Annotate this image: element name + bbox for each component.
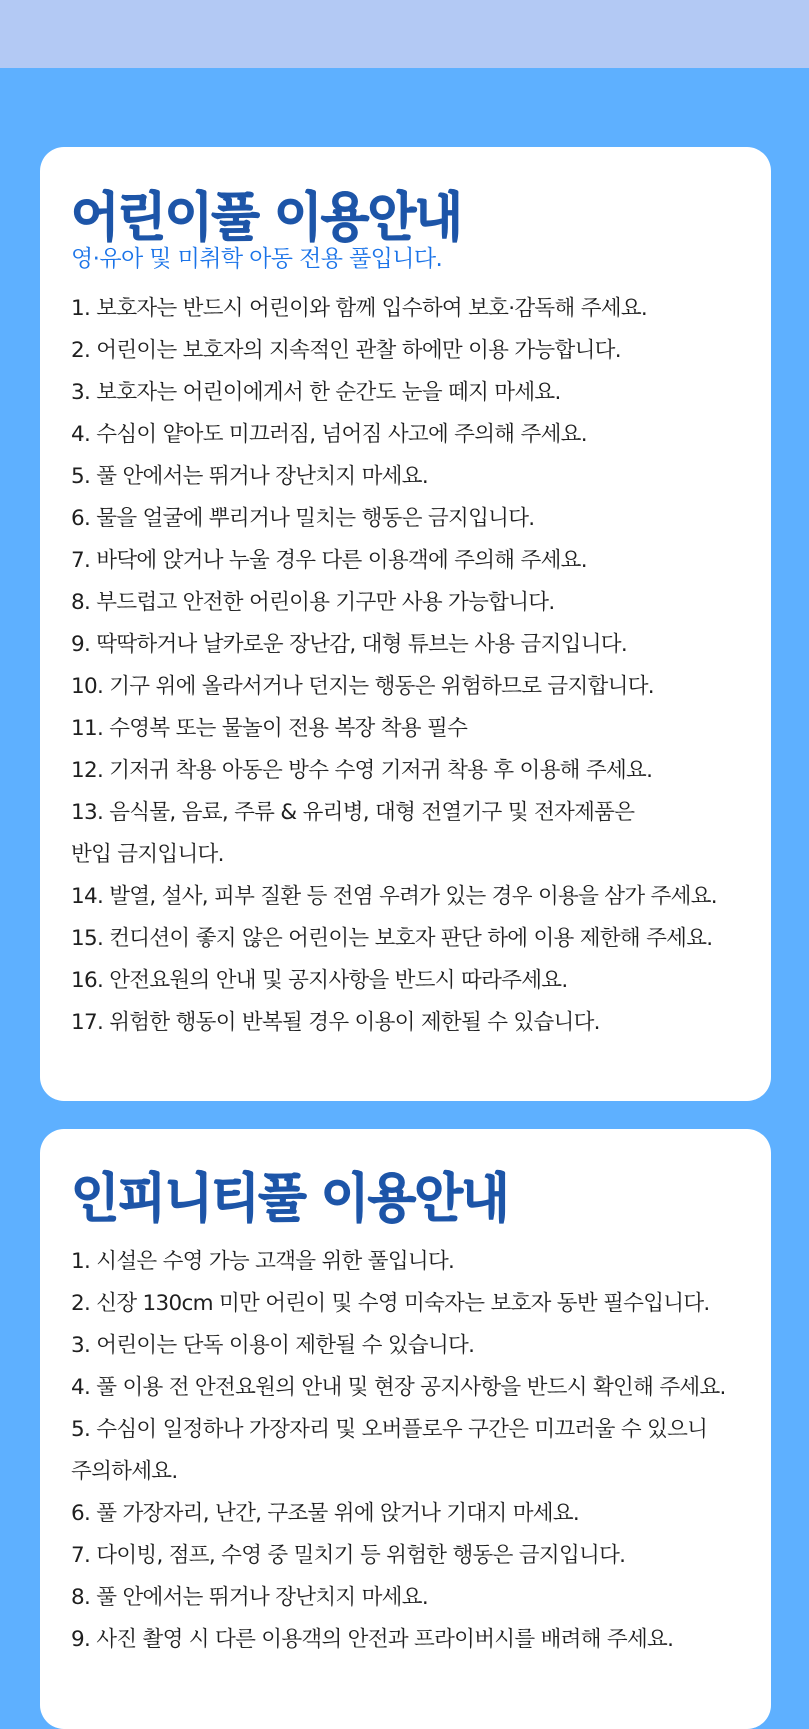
infinity-pool-guide-card (40, 1129, 771, 1729)
infinity-pool-rule: 5. 수심이 일정하나 가장자리 및 오버플로우 구간은 미끄러울 수 있으니 주의하세요. (71, 1417, 708, 1484)
kids-pool-rule: 16. 안전요원의 안내 및 공지사항을 반드시 따라주세요. (71, 967, 568, 993)
kids-pool-rule: 17. 위험한 행동이 반복될 경우 이용이 제한될 수 있습니다. (71, 1009, 600, 1035)
infinity-pool-rule: 4. 풀 이용 전 안전요원의 안내 및 현장 공지사항을 반드시 확인해 주세요. (71, 1375, 726, 1400)
kids-pool-rule: 14. 발열, 설사, 피부 질환 등 전염 우려가 있는 경우 이용을 삼가 주세요. (71, 883, 717, 909)
kids-pool-title: 어린이풀 이용안내 (71, 186, 462, 248)
kids-pool-rule: 4. 수심이 얕아도 미끄러짐, 넘어짐 사고에 주의해 주세요. (71, 421, 587, 447)
kids-pool-subtitle: 영·유아 및 미취학 아동 전용 풀입니다. (71, 246, 443, 272)
kids-pool-rules-list (71, 288, 755, 1044)
infinity-pool-rule: 3. 어린이는 단독 이용이 제한될 수 있습니다. (71, 1333, 475, 1358)
infinity-pool-rules-list (71, 1241, 755, 1661)
kids-pool-rule: 11. 수영복 또는 물놀이 전용 복장 착용 필수 (71, 715, 468, 741)
infinity-pool-rule: 1. 시설은 수영 가능 고객을 위한 풀입니다. (71, 1249, 455, 1274)
kids-pool-rule: 7. 바닥에 앉거나 누울 경우 다른 이용객에 주의해 주세요. (71, 547, 587, 573)
infinity-pool-rule: 9. 사진 촬영 시 다른 이용객의 안전과 프라이버시를 배려해 주세요. (71, 1627, 674, 1652)
kids-pool-rule: 8. 부드럽고 안전한 어린이용 기구만 사용 가능합니다. (71, 589, 555, 615)
infinity-pool-rule: 2. 신장 130cm 미만 어린이 및 수영 미숙자는 보호자 동반 필수입니다. (71, 1291, 710, 1316)
kids-pool-rule: 10. 기구 위에 올라서거나 던지는 행동은 위험하므로 금지합니다. (71, 673, 654, 699)
kids-pool-rule: 3. 보호자는 어린이에게서 한 순간도 눈을 떼지 마세요. (71, 379, 561, 405)
kids-pool-rule: 13. 음식물, 음료, 주류 & 유리병, 대형 전열기구 및 전자제품은 반입 금지입니다. (71, 799, 635, 867)
kids-pool-rule: 1. 보호자는 반드시 어린이와 함께 입수하여 보호·감독해 주세요. (71, 295, 648, 321)
kids-pool-guide-card (40, 147, 771, 1101)
kids-pool-rule: 2. 어린이는 보호자의 지속적인 관찰 하에만 이용 가능합니다. (71, 337, 621, 363)
kids-pool-rule: 12. 기저귀 착용 아동은 방수 수영 기저귀 착용 후 이용해 주세요. (71, 757, 653, 783)
top-band (0, 0, 809, 68)
kids-pool-rule: 5. 풀 안에서는 뛰거나 장난치지 마세요. (71, 463, 428, 489)
kids-pool-rule: 6. 물을 얼굴에 뿌리거나 밀치는 행동은 금지입니다. (71, 505, 535, 531)
infinity-pool-rule: 7. 다이빙, 점프, 수영 중 밀치기 등 위험한 행동은 금지입니다. (71, 1543, 626, 1568)
infinity-pool-rule: 6. 풀 가장자리, 난간, 구조물 위에 앉거나 기대지 마세요. (71, 1501, 580, 1526)
infinity-pool-title: 인피니티풀 이용안내 (71, 1167, 509, 1229)
kids-pool-rule: 9. 딱딱하거나 날카로운 장난감, 대형 튜브는 사용 금지입니다. (71, 631, 627, 657)
infinity-pool-rule: 8. 풀 안에서는 뛰거나 장난치지 마세요. (71, 1585, 428, 1610)
kids-pool-rule: 15. 컨디션이 좋지 않은 어린이는 보호자 판단 하에 이용 제한해 주세요. (71, 925, 713, 951)
